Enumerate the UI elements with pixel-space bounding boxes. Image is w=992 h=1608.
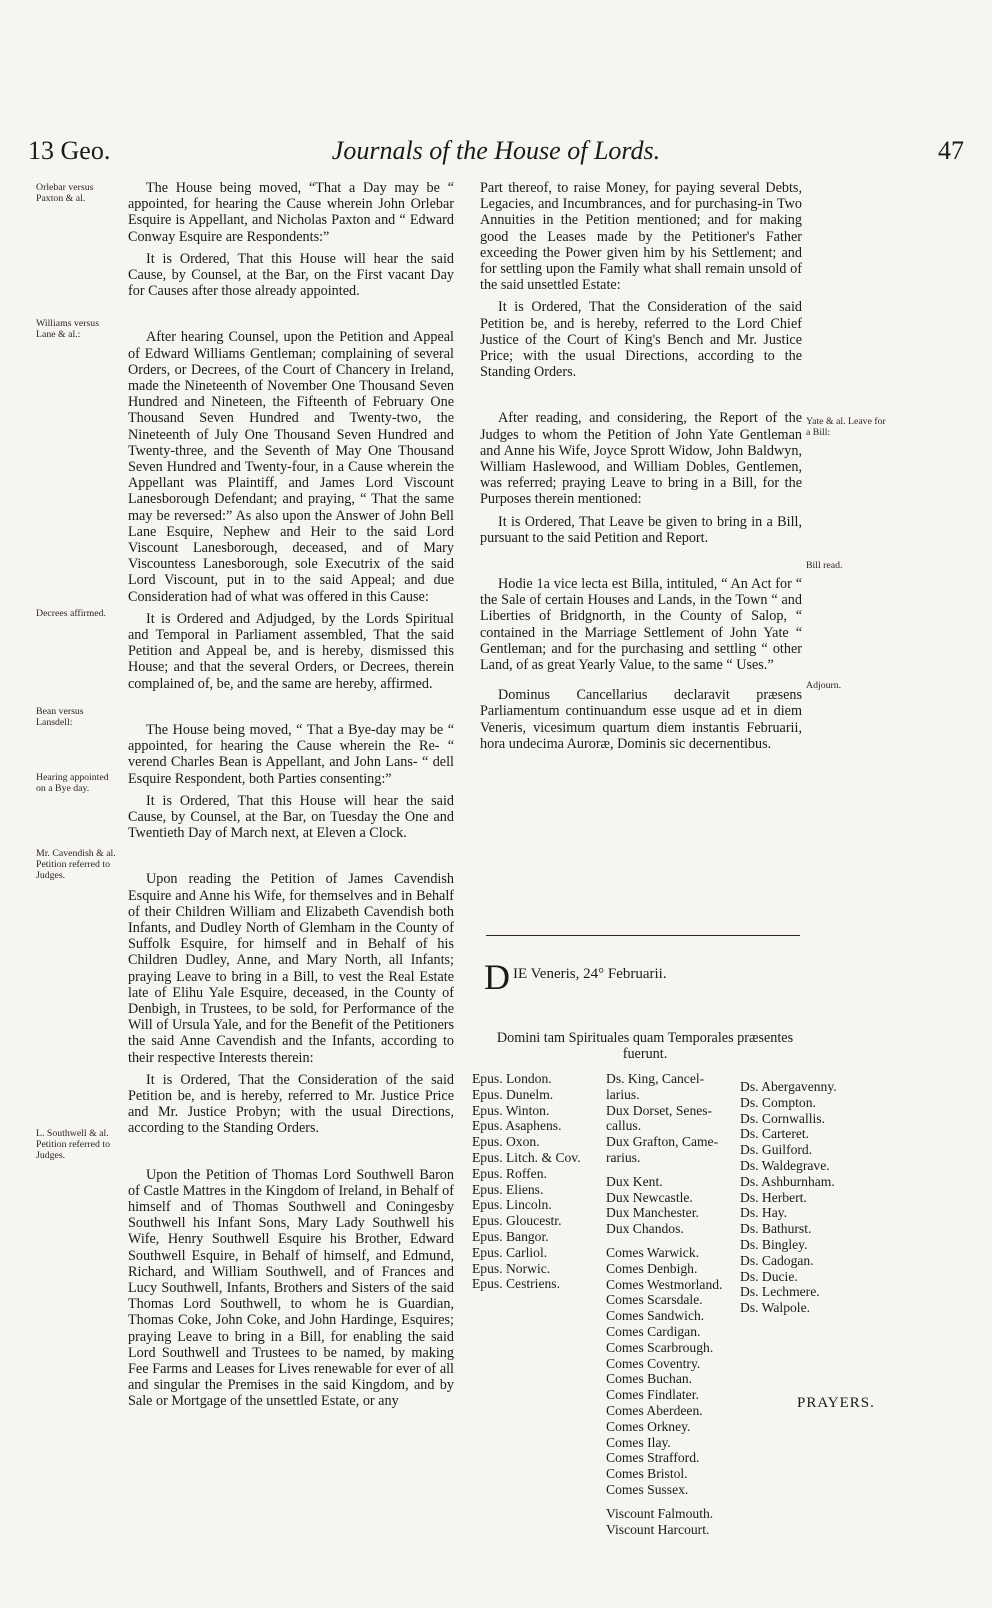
- paragraph: It is Ordered, That the Consideration of the said Petition be, and is hereby, referred to Mr. Justice Price and Mr. Justice Probyn; with the usual Directions, according to the Standing Orders.: [128, 1071, 454, 1137]
- lord-name: Ds. Ashburnham.: [740, 1173, 835, 1189]
- page-number: 47: [938, 136, 964, 165]
- lord-name: Ds. King, Cancel-: [606, 1071, 705, 1086]
- lord-name: Epus. Lincoln.: [472, 1197, 552, 1213]
- lord-name: Comes Orkney.: [606, 1418, 691, 1434]
- margin-note-yate: Yate & al. Leave for a Bill:: [806, 416, 886, 438]
- lord-name: Dux Dorset, Senes-: [606, 1102, 713, 1118]
- lord-name: Epus. Bangor.: [472, 1228, 549, 1244]
- page-header: [28, 130, 964, 170]
- lord-name: Ds. Herbert.: [740, 1189, 807, 1205]
- paragraph: Hodie 1a vice lecta est Billa, intituled, “ An Act for “ the Sale of certain Houses and Lands, in the Town “ and Liberties of Bridgnorth, in the County of Salop, “ contained in the Marriage Settlement of John Yate “ Gentleman; and for the purchasing and settling “ other Land, of as great Yearly Value, to the same “ Uses.”: [480, 576, 802, 674]
- margin-note-bill-read: Bill read.: [806, 560, 843, 571]
- section-divider: [486, 935, 800, 936]
- margin-note-southwell: L. Southwell & al. Petition referred to Judges.: [36, 1128, 110, 1161]
- lord-name: Comes Warwick.: [606, 1244, 700, 1260]
- paragraph: The House being moved, “ That a Bye-day may be “ appointed, for hearing the Cause wherein the Re- “ verend Charles Bean is Appellant, and John Lans- “ dell Esquire Respondent, both Parties consenting:”: [128, 721, 454, 787]
- catchword: PRAYERS.: [797, 1395, 875, 1411]
- lord-name: Dux Kent.: [606, 1173, 663, 1189]
- margin-note-cavendish: Mr. Cavendish & al. Petition referred to Judges.: [36, 848, 116, 881]
- paragraph: Dominus Cancellarius declaravit præsens Parliamentum continuandum esse usque ad et in diem Veneris, vicesimum quartum diem instantis Februarii, hora undecima Auroræ, Dominis sic decernentibus.: [480, 687, 802, 752]
- lord-name: Epus. Eliens.: [472, 1181, 544, 1197]
- lords-list-bishops: [472, 1071, 602, 1292]
- lord-name: Comes Westmorland.: [606, 1276, 723, 1292]
- lord-name: Ds. Compton.: [740, 1094, 816, 1110]
- lord-name: Ds. Lechmere.: [740, 1284, 820, 1300]
- drop-cap: D: [484, 957, 510, 997]
- lord-name: Dux Grafton, Came-: [606, 1134, 719, 1150]
- paragraph: After hearing Counsel, upon the Petition and Appeal of Edward Williams Gentleman; complaining of several Orders, or Decrees, of the Court of Chancery in Ireland, made the Nineteenth of November One Thousand Seven Hundred and Nineteen, the Fifteenth of February One Thousand Seven Hundred and Twenty-two, the Nineteenth of July One Thousand Seven Hundred and Twenty-three, and the Seventh of May One Thousand Seven Hundred and Twenty-four, in a Cause wherein the Appellant was Plaintiff, and James Lord Viscount Lanesborough Defendant; and praying, “ That the same may be reversed:” As also upon the Answer of John Bell Lane Esquire, Nephew and Heir to the said Lord Viscount Lanesborough, deceased, and of Mary Viscountess Lanesborough, sole Executrix of the said Lord Viscount, put in to the said Appeal; and due Consideration had of what was offered in this Cause:: [128, 329, 454, 605]
- lord-name: Comes Scarbrough.: [606, 1339, 714, 1355]
- lord-name: Viscount Harcourt.: [606, 1521, 710, 1537]
- lord-name: Comes Coventry.: [606, 1355, 701, 1371]
- lord-name: Comes Aberdeen.: [606, 1402, 703, 1418]
- lord-name: Epus. Winton.: [472, 1102, 550, 1118]
- lord-name: Comes Sandwich.: [606, 1308, 705, 1324]
- lord-name: Comes Buchan.: [606, 1371, 693, 1387]
- lord-name: Epus. Norwic.: [472, 1260, 551, 1276]
- lord-name: Comes Findlater.: [606, 1387, 699, 1403]
- lord-name: Dux Chandos.: [606, 1221, 684, 1237]
- lord-name: Ds. Ducie.: [740, 1268, 798, 1284]
- lord-name: Ds. Bingley.: [740, 1236, 808, 1252]
- paragraph: It is Ordered, That this House will hear the said Cause, by Counsel, at the Bar, on the First vacant Day for Causes after those already appointed.: [128, 250, 454, 300]
- regnal-year: 13 Geo.: [28, 136, 111, 165]
- lord-name: Comes Denbigh.: [606, 1260, 698, 1276]
- margin-note-bean: Bean versus Lansdell:: [36, 706, 84, 728]
- lord-name: Comes Scarsdale.: [606, 1292, 703, 1308]
- lord-name: Epus. London.: [472, 1071, 552, 1086]
- lords-list-peers: [606, 1071, 742, 1537]
- lord-name: Ds. Cadogan.: [740, 1252, 814, 1268]
- lord-name: Epus. Roffen.: [472, 1165, 547, 1181]
- lord-name: Epus. Dunelm.: [472, 1086, 554, 1102]
- lord-name: Ds. Bathurst.: [740, 1221, 812, 1237]
- lord-name: larius.: [606, 1086, 640, 1102]
- margin-note-hearing: Hearing appointed on a Bye day.: [36, 772, 109, 794]
- paragraph: It is Ordered, That this House will hear the said Cause, by Counsel, at the Bar, on Tuesday the One and Twentieth Day of March next, at Eleven a Clock.: [128, 792, 454, 842]
- margin-note-orlebar: Orlebar versus Paxton & al.: [36, 182, 94, 204]
- lord-name: Viscount Falmouth.: [606, 1505, 714, 1521]
- lord-name: callus.: [606, 1118, 642, 1134]
- lord-name: Comes Cardigan.: [606, 1323, 701, 1339]
- lord-name: Ds. Abergavenny.: [740, 1079, 837, 1094]
- left-column: [128, 180, 454, 1416]
- paragraph: The House being moved, “That a Day may be “ appointed, for hearing the Cause wherein John Orlebar Esquire is Appellant, and Nicholas Paxton and “ Edward Conway Esquire are Respondents:”: [128, 180, 454, 245]
- lord-name: Comes Sussex.: [606, 1481, 689, 1497]
- lord-name: Epus. Cestriens.: [472, 1276, 560, 1292]
- lord-name: Epus. Asaphens.: [472, 1118, 562, 1134]
- attendance-heading: Domini tam Spirituales quam Temporales præsentes fuerunt.: [496, 1030, 794, 1063]
- lord-name: Dux Manchester.: [606, 1205, 699, 1221]
- lord-name: Ds. Waldegrave.: [740, 1157, 830, 1173]
- paragraph: It is Ordered, That the Consideration of the said Petition be, and is hereby, referred to the Lord Chief Justice of the Court of King's Bench and Mr. Justice Price; with the usual Directions, according to the Standing Orders.: [480, 299, 802, 381]
- lord-name: Epus. Litch. & Cov.: [472, 1149, 581, 1165]
- lord-name: Epus. Gloucestr.: [472, 1213, 562, 1229]
- margin-note-williams: Williams versus Lane & al.:: [36, 318, 100, 340]
- paragraph: Upon reading the Petition of James Cavendish Esquire and Anne his Wife, for themselves and in Behalf of their Children William and Elizabeth Cavendish both Infants, and Dudley North of Glemham in the County of Suffolk Esquire, for himself and in Behalf of his Children Dudley, Anne, and Mary North, all Infants; praying Leave to bring in a Bill, to vest the Real Estate late of Elihu Yale Esquire, deceased, in the County of Denbigh, in Trustees, to be sold, for Performance of the Will of Ursula Yale, and for the Benefit of the Petitioners the said Anne Cavendish and the Infants, according to their respective Interests therein:: [128, 871, 454, 1066]
- lord-name: Comes Bristol.: [606, 1466, 688, 1482]
- lord-name: Ds. Carteret.: [740, 1126, 810, 1142]
- paragraph: It is Ordered, That Leave be given to bring in a Bill, pursuant to the said Petition and Report.: [480, 513, 802, 546]
- paragraph: Part thereof, to raise Money, for paying several Debts, Legacies, and Incumbrances, and for purchasing-in Two Annuities in the Petition mentioned; and for making good the Leases made by the Petitioner's Father exceeding the Power given him by his Settlement; and for settling upon the Family what shall remain unsold of the said unsettled Estate:: [480, 180, 802, 294]
- right-column: [480, 180, 802, 758]
- paragraph: It is Ordered and Adjudged, by the Lords Spiritual and Temporal in Parliament assembled, That the said Petition and Appeal be, and is hereby, dismissed this House; and that the several Orders, or Decrees, therein complained of, be, and the same are hereby, affirmed.: [128, 610, 454, 692]
- lord-name: Comes Strafford.: [606, 1450, 700, 1466]
- lord-name: Epus. Oxon.: [472, 1134, 540, 1150]
- journal-title: Journals of the House of Lords.: [331, 136, 661, 165]
- lord-name: Epus. Carliol.: [472, 1244, 548, 1260]
- lord-name: Ds. Guilford.: [740, 1142, 813, 1158]
- lord-name: rarius.: [606, 1149, 641, 1165]
- margin-note-decrees: Decrees affirmed.: [36, 608, 106, 619]
- paragraph: After reading, and considering, the Report of the Judges to whom the Petition of John Yate Gentleman and Anne his Wife, Joyce Sprott Widow, John Baldwyn, William Haslewood, and William Dobles, Gentlemen, was referred; praying Leave to bring in a Bill, for the Purposes therein mentioned:: [480, 410, 802, 508]
- lord-name: Ds. Cornwallis.: [740, 1110, 825, 1126]
- margin-note-adjourn: Adjourn.: [806, 680, 842, 691]
- date-heading: [484, 957, 804, 997]
- lord-name: Dux Newcastle.: [606, 1189, 693, 1205]
- date-heading-text: IE Veneris, 24° Februarii.: [513, 966, 667, 982]
- paragraph: Upon the Petition of Thomas Lord Southwell Baron of Castle Mattres in the Kingdom of Ireland, in Behalf of himself and of Thomas Southwell and Coningesby Southwell his Infant Sons, Mary Lady Southwell his Wife, Henry Southwell Esquire his Brother, Edward Southwell Esquire, in Behalf of himself, and Edmund, Richard, and William Southwell, and of Frances and Lucy Southwell, Infants, Brothers and Sisters of the said Thomas Lord Southwell, to whom he is Guardian, Thomas Coke, John Coke, and John Hardinge, Esquires; praying Leave to bring in a Bill, for enabling the said Lord Southwell and Trustees to be named, by making Fee Farms and Leases for Lives renewable for ever of all and singular the Premises in the said Kingdom, and by Sale or Mortgage of the unsettled Estate, or any: [128, 1166, 454, 1410]
- lord-name: Ds. Hay.: [740, 1205, 788, 1221]
- lord-name: Comes Ilay.: [606, 1434, 671, 1450]
- lords-list-barons: [740, 1079, 860, 1316]
- lord-name: Ds. Walpole.: [740, 1300, 811, 1316]
